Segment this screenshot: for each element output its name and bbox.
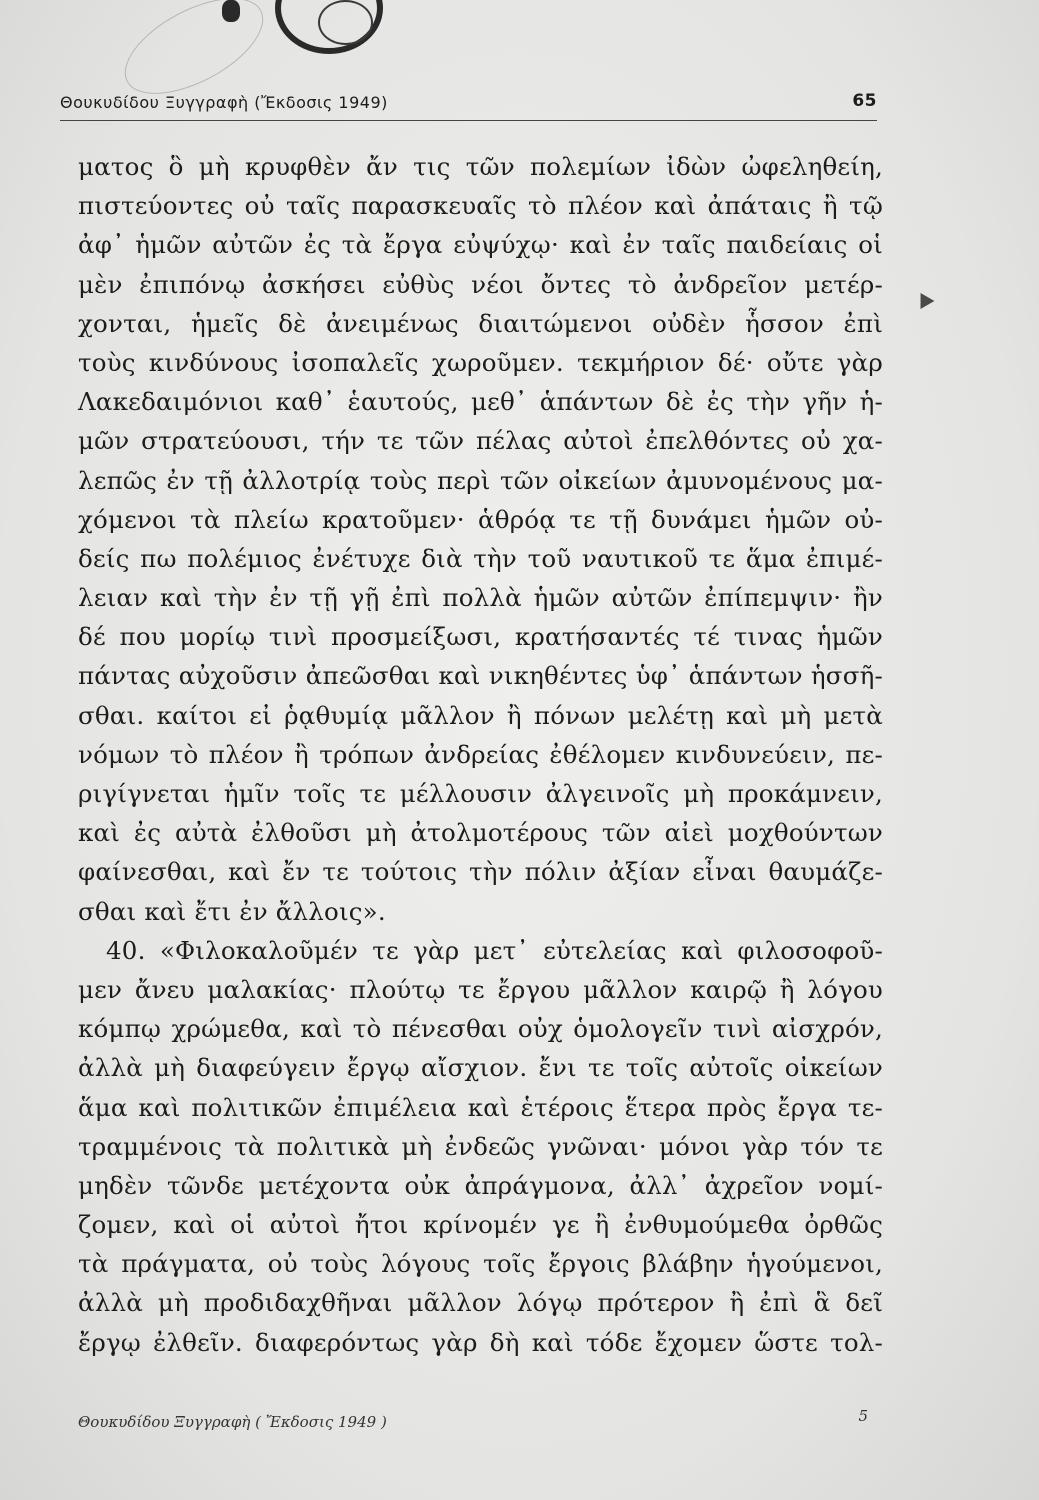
text-line: ριγίγνεται ἡμῖν τοῖς τε μέλλουσιν ἀλγεινοῖς μὴ προκάμνειν, <box>78 779 883 808</box>
body-text <box>78 147 883 1362</box>
ink-blot <box>222 0 240 22</box>
text-line: ἅμα καὶ πολιτικῶν ἐπιμέλεια καὶ ἑτέροις ἕτερα πρὸς ἔργα τε- <box>78 1092 883 1122</box>
running-head-title: Θουκυδίδου Ξυγγραφὴ (Ἔκδοσις 1949) <box>60 93 388 112</box>
page-number: 65 <box>852 91 877 111</box>
text-line: λεπῶς ἐν τῇ ἀλλοτρίᾳ τοὺς περὶ τῶν οἰκείων ἀμυνομένους μα- <box>78 465 883 495</box>
text-line: χονται, ἡμεῖς δὲ ἀνειμένως διαιτώμενοι οὐδὲν ἧσσον ἐπὶ <box>78 308 883 338</box>
text-line-paragraph-end: σθαι καὶ ἔτι ἐν ἄλλοις». <box>78 896 386 926</box>
text-line: ἔργῳ ἐλθεῖν. διαφερόντως γὰρ δὴ καὶ τόδε ἔχομεν ὥστε τολ- <box>78 1327 883 1357</box>
page-footer <box>78 1407 868 1431</box>
text-line: μεν ἄνευ μαλακίας· πλούτῳ τε ἔργου μᾶλλον καιρῷ ἢ λόγου <box>78 974 883 1004</box>
text-line: δέ που μορίῳ τινὶ προσμείξωσι, κρατήσαντές τέ τινας ἡμῶν <box>78 622 883 652</box>
text-line: ἀλλὰ μὴ διαφεύγειν ἔργῳ αἴσχιον. ἔνι τε τοῖς αὐτοῖς οἰκείων <box>78 1053 883 1083</box>
text-line: τοὺς κινδύνους ἰσοπαλεῖς χωροῦμεν. τεκμήριον δέ· οὔτε γὰρ <box>78 347 883 377</box>
text-line: πάντας αὐχοῦσιν ἀπεῶσθαι καὶ νικηθέντες ὑφ᾽ ἁπάντων ἡσσῆ- <box>78 661 883 691</box>
text-line: φαίνεσθαι, καὶ ἔν τε τούτοις τὴν πόλιν ἀξίαν εἶναι θαυμάζε- <box>78 857 883 887</box>
text-line: χόμενοι τὰ πλείω κρατοῦμεν· ἁθρόᾳ τε τῇ δυνάμει ἡμῶν οὐ- <box>78 504 883 534</box>
text-line: Λακεδαιμόνιοι καθ᾽ ἑαυτούς, μεθ᾽ ἁπάντων δὲ ἐς τὴν γῆν ἡ- <box>78 387 883 417</box>
text-line: κόμπῳ χρώμεθα, καὶ τὸ πένεσθαι οὐχ ὁμολογεῖν τινὶ αἰσχρόν, <box>78 1014 883 1044</box>
library-stamp-inner <box>318 0 373 45</box>
text-line: τὰ πράγματα, οὐ τοὺς λόγους τοῖς ἔργοις βλάβην ἡγούμενοι, <box>78 1249 883 1279</box>
text-line: ματος ὃ μὴ κρυφθὲν ἄν τις τῶν πολεμίων ἰδὼν ὠφεληθείη, <box>78 152 883 181</box>
running-head <box>60 93 877 117</box>
text-line: δείς πω πολέμιος ἐνέτυχε διὰ τὴν τοῦ ναυτικοῦ τε ἅμα ἐπιμέ- <box>78 543 883 573</box>
text-line: σθαι. καίτοι εἰ ῥᾳθυμίᾳ μᾶλλον ἢ πόνων μελέτῃ καὶ μὴ μετὰ <box>78 700 883 730</box>
signature-mark: 5 <box>858 1407 868 1425</box>
text-line: νόμων τὸ πλέον ἢ τρόπων ἀνδρείας ἐθέλομεν κινδυνεύειν, πε- <box>78 739 883 769</box>
text-line-chapter-40-start: 40. «Φιλοκαλοῦμέν τε γὰρ μετ᾽ εὐτελείας καὶ φιλοσοφοῦ- <box>106 935 883 965</box>
text-line: ζομεν, καὶ οἱ αὐτοὶ ἤτοι κρίνομέν γε ἢ ἐνθυμούμεθα ὀρθῶς <box>78 1210 883 1240</box>
text-line: τραμμένοις τὰ πολιτικὰ μὴ ἐνδεῶς γνῶναι· μόνοι γὰρ τόν τε <box>78 1131 883 1161</box>
text-line: μηδὲν τῶνδε μετέχοντα οὐκ ἀπράγμονα, ἀλλ᾽ ἀχρεῖον νομί- <box>78 1170 883 1200</box>
text-line: ἀλλὰ μὴ προδιδαχθῆναι μᾶλλον λόγῳ πρότερον ἢ ἐπὶ ἃ δεῖ <box>78 1288 883 1318</box>
text-line: πιστεύοντες οὐ ταῖς παρασκευαῖς τὸ πλέον καὶ ἀπάταις ἢ τῷ <box>78 191 883 221</box>
header-rule <box>60 120 877 121</box>
text-line: καὶ ἐς αὐτὰ ἐλθοῦσι μὴ ἀτολμοτέρους τῶν αἰεὶ μοχθούντων <box>78 818 883 848</box>
text-line: ἀφ᾽ ἡμῶν αὐτῶν ἐς τὰ ἔργα εὐψύχῳ· καὶ ἐν ταῖς παιδείαις οἱ <box>78 230 883 260</box>
text-line: λειαν καὶ τὴν ἐν τῇ γῇ ἐπὶ πολλὰ ἡμῶν αὐτῶν ἐπίπεμψιν· ἢν <box>78 583 883 613</box>
text-line: μὲν ἐπιπόνῳ ἀσκήσει εὐθὺς νέοι ὄντες τὸ ἀνδρεῖον μετέρ- <box>78 269 883 299</box>
pencil-arrow-mark <box>914 293 935 313</box>
footer-title: Θουκυδίδου Ξυγγραφὴ ( Ἔκδοσις 1949 ) <box>78 1413 387 1431</box>
text-line: μῶν στρατεύουσι, τήν τε τῶν πέλας αὐτοὶ ἐπελθόντες οὐ χα- <box>78 426 883 456</box>
